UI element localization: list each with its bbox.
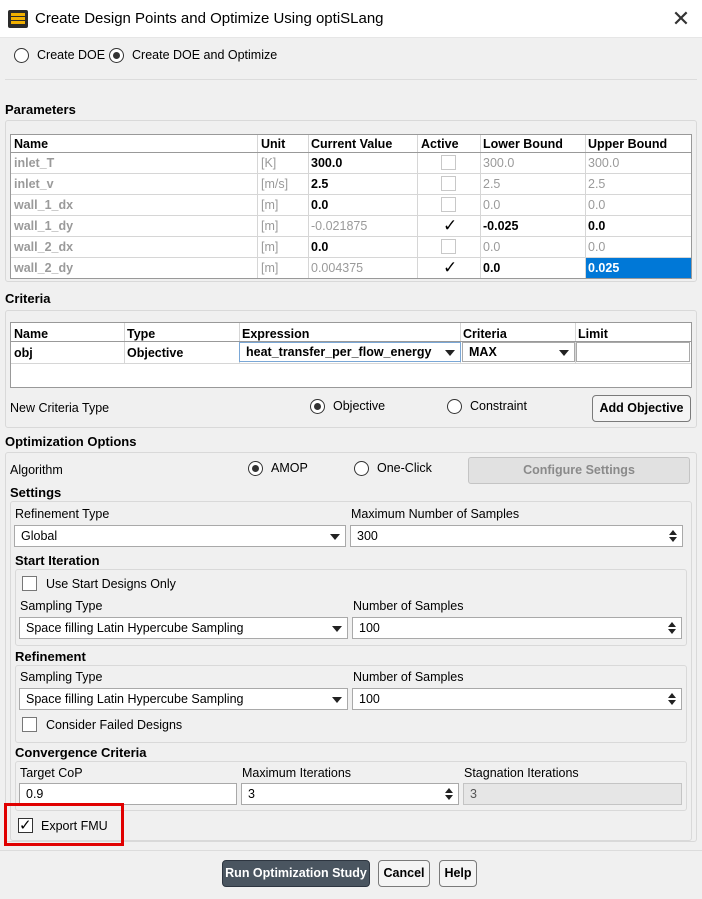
param-active-checkbox[interactable] <box>441 239 456 254</box>
stagnation-iterations-label: Stagnation Iterations <box>464 766 579 780</box>
max-samples-stepper[interactable] <box>350 525 683 547</box>
param-name: inlet_v <box>14 177 54 191</box>
ref-sampling-type-value: Space filling Latin Hypercube Sampling <box>26 692 244 706</box>
param-unit: [m/s] <box>261 177 289 191</box>
row-separator <box>11 194 691 195</box>
target-cop-value: 0.9 <box>26 787 44 801</box>
refinement-type-value: Global <box>21 529 58 543</box>
ref-num-samples-stepper[interactable] <box>352 688 682 710</box>
ref-num-samples-value: 100 <box>359 692 380 706</box>
param-name: wall_2_dx <box>14 240 74 254</box>
param-active-checkbox[interactable] <box>441 197 456 212</box>
spin-up-icon[interactable] <box>668 622 676 627</box>
chevron-down-icon <box>445 350 455 356</box>
param-current-value[interactable]: 300.0 <box>311 156 343 170</box>
settings-title: Settings <box>10 485 62 500</box>
param-current-value[interactable]: 0.004375 <box>311 261 364 275</box>
limit-field[interactable] <box>576 342 690 362</box>
export-fmu-label: Export FMU <box>41 819 108 833</box>
param-unit: [K] <box>261 156 277 170</box>
objective-radio[interactable] <box>310 399 325 414</box>
objective-label: Objective <box>333 399 386 413</box>
max-iterations-stepper[interactable] <box>241 783 459 805</box>
param-upper-bound-selected[interactable]: 0.025 <box>588 261 620 275</box>
param-name: wall_1_dy <box>14 219 74 233</box>
criteria-table <box>10 322 692 388</box>
checkmark-icon[interactable]: ✓ <box>443 258 458 277</box>
criteria-dropdown[interactable] <box>462 342 575 362</box>
col-separator <box>124 323 125 363</box>
parameters-table <box>10 134 692 279</box>
chevron-down-icon <box>332 697 342 703</box>
criteria-value: MAX <box>469 345 497 359</box>
num-samples-stepper[interactable] <box>352 617 682 639</box>
param-active-checkbox[interactable] <box>441 155 456 170</box>
param-lower-bound[interactable]: 300.0 <box>483 156 515 170</box>
col-active: Active <box>421 137 459 151</box>
param-unit: [m] <box>261 219 279 233</box>
param-upper-bound[interactable]: 2.5 <box>588 177 606 191</box>
amop-label: AMOP <box>271 461 308 475</box>
crit-col-name: Name <box>14 327 49 341</box>
chevron-down-icon <box>332 626 342 632</box>
param-upper-bound[interactable]: 0.0 <box>588 219 606 233</box>
create-doe-optimize-label: Create DOE and Optimize <box>132 48 278 62</box>
checkmark-icon[interactable]: ✓ <box>443 216 458 235</box>
convergence-title: Convergence Criteria <box>15 745 147 760</box>
crit-col-limit: Limit <box>578 327 608 341</box>
constraint-radio[interactable] <box>447 399 462 414</box>
crit-col-criteria: Criteria <box>463 327 507 341</box>
stagnation-iterations-field <box>463 783 682 805</box>
param-current-value[interactable]: 0.0 <box>311 198 329 212</box>
col-upper-bound: Upper Bound <box>588 137 668 151</box>
stagnation-iterations-value: 3 <box>470 787 477 801</box>
sampling-type-dropdown[interactable] <box>19 617 348 639</box>
use-start-designs-checkbox[interactable] <box>22 576 37 591</box>
cancel-button[interactable]: Cancel <box>378 860 430 887</box>
param-upper-bound[interactable]: 300.0 <box>588 156 620 170</box>
app-icon <box>8 10 28 28</box>
param-name: wall_1_dx <box>14 198 74 212</box>
refinement-type-dropdown[interactable] <box>14 525 346 547</box>
row-separator <box>11 363 691 364</box>
spin-down-icon[interactable] <box>668 629 676 634</box>
create-doe-label: Create DOE <box>37 48 106 62</box>
row-separator <box>11 215 691 216</box>
refinement-title: Refinement <box>15 649 86 664</box>
param-unit: [m] <box>261 198 279 212</box>
param-name: wall_2_dy <box>14 261 74 275</box>
col-lower-bound: Lower Bound <box>483 137 563 151</box>
refinement-type-label: Refinement Type <box>15 507 110 521</box>
header-separator <box>11 152 691 153</box>
ref-num-samples-label: Number of Samples <box>353 670 464 684</box>
target-cop-label: Target CoP <box>20 766 83 780</box>
ref-sampling-type-label: Sampling Type <box>20 670 103 684</box>
consider-failed-checkbox[interactable] <box>22 717 37 732</box>
param-lower-bound[interactable]: 0.0 <box>483 198 501 212</box>
param-upper-bound[interactable]: 0.0 <box>588 198 606 212</box>
ref-sampling-type-dropdown[interactable] <box>19 688 348 710</box>
param-unit: [m] <box>261 261 279 275</box>
spin-down-icon[interactable] <box>445 795 453 800</box>
parameters-title: Parameters <box>5 102 76 117</box>
one-click-radio[interactable] <box>354 461 369 476</box>
param-current-value[interactable]: 2.5 <box>311 177 329 191</box>
optimization-options-title: Optimization Options <box>5 434 137 449</box>
row-separator <box>11 236 691 237</box>
spin-up-icon[interactable] <box>445 788 453 793</box>
help-button[interactable]: Help <box>439 860 477 887</box>
sampling-type-value: Space filling Latin Hypercube Sampling <box>26 621 244 635</box>
chevron-down-icon <box>559 350 569 356</box>
expression-dropdown[interactable] <box>239 342 461 362</box>
configure-settings-button[interactable]: Configure Settings <box>468 457 690 484</box>
export-fmu-checkbox[interactable] <box>18 818 33 833</box>
algorithm-label: Algorithm <box>10 463 63 477</box>
use-start-designs-label: Use Start Designs Only <box>46 577 176 591</box>
amop-radio[interactable] <box>248 461 263 476</box>
max-iterations-value: 3 <box>248 787 255 801</box>
col-unit: Unit <box>261 137 286 151</box>
param-current-value[interactable]: 0.0 <box>311 240 329 254</box>
param-upper-bound[interactable]: 0.0 <box>588 240 606 254</box>
col-name: Name <box>14 137 49 151</box>
param-lower-bound[interactable]: -0.025 <box>483 219 519 233</box>
one-click-label: One-Click <box>377 461 432 475</box>
sampling-type-label: Sampling Type <box>20 599 103 613</box>
param-lower-bound[interactable]: 0.0 <box>483 240 501 254</box>
row-separator <box>11 173 691 174</box>
param-lower-bound[interactable]: 2.5 <box>483 177 501 191</box>
param-unit: [m] <box>261 240 279 254</box>
checkmark-icon: ✓ <box>19 817 32 834</box>
run-optimization-button[interactable]: Run Optimization Study <box>222 860 370 887</box>
num-samples-label: Number of Samples <box>353 599 464 613</box>
max-iterations-label: Maximum Iterations <box>242 766 352 780</box>
consider-failed-label: Consider Failed Designs <box>46 718 183 732</box>
spin-up-icon[interactable] <box>669 530 677 535</box>
num-samples-value: 100 <box>359 621 380 635</box>
spin-up-icon[interactable] <box>668 693 676 698</box>
crit-col-expression: Expression <box>242 327 310 341</box>
footer-divider <box>0 850 702 851</box>
param-lower-bound[interactable]: 0.0 <box>483 261 501 275</box>
constraint-label: Constraint <box>470 399 527 413</box>
start-iteration-title: Start Iteration <box>15 553 100 568</box>
divider <box>5 79 697 80</box>
create-doe-radio[interactable] <box>14 48 29 63</box>
criteria-title: Criteria <box>5 291 51 306</box>
criteria-type[interactable]: Objective <box>127 346 184 360</box>
spin-down-icon[interactable] <box>669 537 677 542</box>
expression-value: heat_transfer_per_flow_energy <box>246 345 432 359</box>
title-bar <box>0 0 702 38</box>
chevron-down-icon <box>330 534 340 540</box>
max-samples-label: Maximum Number of Samples <box>351 507 520 521</box>
spin-down-icon[interactable] <box>668 700 676 705</box>
new-criteria-type-label: New Criteria Type <box>10 401 110 415</box>
criteria-name[interactable]: obj <box>14 346 33 360</box>
crit-col-type: Type <box>127 327 156 341</box>
window-title: Create Design Points and Optimize Using optiSLang <box>35 10 384 27</box>
add-objective-button[interactable]: Add Objective <box>592 395 691 422</box>
create-doe-optimize-radio[interactable] <box>109 48 124 63</box>
param-current-value[interactable]: -0.021875 <box>311 219 368 233</box>
close-icon[interactable]: ✕ <box>671 6 691 31</box>
param-active-checkbox[interactable] <box>441 176 456 191</box>
param-name: inlet_T <box>14 156 55 170</box>
target-cop-field[interactable] <box>19 783 237 805</box>
max-samples-value: 300 <box>357 529 378 543</box>
col-current-value: Current Value <box>311 137 393 151</box>
